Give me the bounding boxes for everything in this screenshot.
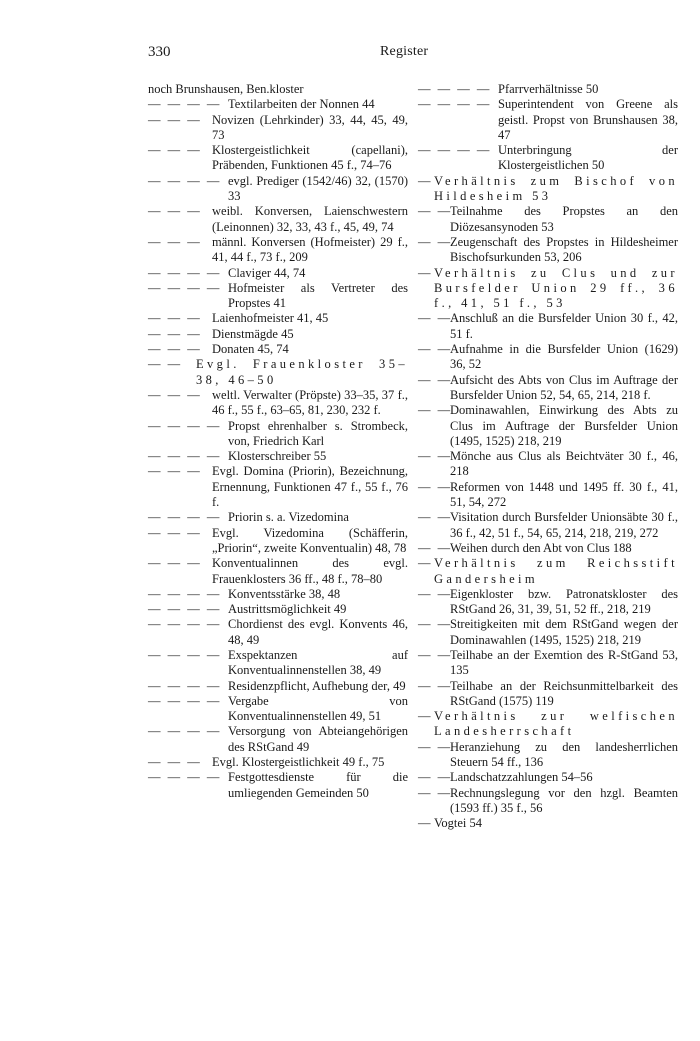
index-entry <box>418 174 678 205</box>
index-entry-text: Versorgung von Abteiangehörigen des RStGand 49 <box>228 724 408 754</box>
index-entry <box>418 373 678 404</box>
level-dashes: — — <box>418 785 453 800</box>
level-dashes: — — — — <box>148 647 222 662</box>
level-dashes: — — — <box>148 204 202 219</box>
index-column-left <box>148 82 408 801</box>
index-entry-text: Unterbringung der Klostergeistlichen 50 <box>498 143 678 173</box>
index-entry <box>418 541 678 556</box>
index-entry-text: Landschatzzahlungen 54–56 <box>450 770 593 785</box>
index-entry <box>148 602 408 617</box>
index-entry <box>418 648 678 679</box>
level-dashes: — — — — <box>418 143 492 158</box>
level-dashes: — — — — <box>418 97 492 112</box>
level-dashes: — — — <box>148 525 202 540</box>
index-entry-text: Aufsicht des Abts von Clus im Auftrage der Bursfelder Union 52, 54, 65, 214, 218 f. <box>450 372 678 402</box>
level-dashes: — — <box>418 234 453 249</box>
level-dashes: — — <box>418 479 453 494</box>
index-entry-text: Konventsstärke 38, 48 <box>228 586 341 601</box>
index-entry-text: Evgl. Klostergeistlichkeit 49 f., 75 <box>212 755 385 770</box>
index-entry <box>418 556 678 587</box>
level-dashes: — — <box>418 342 453 357</box>
index-entry <box>148 311 408 326</box>
index-entry-text: Hofmeister als Vertreter des Propstes 41 <box>228 280 408 311</box>
level-dashes: — — — — <box>148 265 222 280</box>
level-dashes: — — — <box>148 234 202 249</box>
index-entry <box>148 388 408 419</box>
index-entry <box>148 113 408 144</box>
level-dashes: — — — — <box>148 678 222 693</box>
level-dashes: — — — — <box>148 449 222 464</box>
level-dashes: — — <box>418 204 453 219</box>
level-dashes: — — — — <box>148 510 222 525</box>
index-entry-text: Konventualinnen des evgl. Frauenklosters 36 ff., 48 f., 78–80 <box>212 556 408 586</box>
index-entry-text: Heranziehung zu den landesherrlichen Steuern 54 ff., 136 <box>450 739 678 770</box>
index-entry <box>148 724 408 755</box>
index-entry <box>148 97 408 112</box>
index-entry-text: Vergabe von Konventualinnenstellen 49, 51 <box>228 693 408 724</box>
level-dashes: — — — — <box>148 586 222 601</box>
index-entry-text: Anschluß an die Bursfelder Union 30 f., 42, 51 f. <box>450 311 678 341</box>
level-dashes: — — <box>418 403 453 418</box>
index-entry <box>148 235 408 266</box>
index-column-right <box>418 82 678 832</box>
index-entry-text: Visitation durch Bursfelder Unionsäbte 30 f., 36 f., 42, 51 f., 54, 65, 214, 218, 219, 272 <box>450 510 678 540</box>
running-head: Register <box>380 44 429 59</box>
index-entry <box>418 709 678 740</box>
index-entry <box>148 464 408 510</box>
index-entry-text: Verhältnis zum Bischof von Hildesheim 53 <box>434 173 678 204</box>
index-entry <box>148 617 408 648</box>
index-entry-text: Pfarrverhältnisse 50 <box>498 82 599 96</box>
index-entry <box>148 648 408 679</box>
index-entry <box>418 266 678 312</box>
index-entry <box>418 235 678 266</box>
index-entry <box>148 770 408 801</box>
index-entry <box>418 816 678 831</box>
index-entry <box>148 342 408 357</box>
index-entry <box>418 82 678 97</box>
index-entry-text: Teilhabe an der Exemtion des R-StGand 53, 135 <box>450 647 678 678</box>
index-entry-text: Evgl. Frauenkloster 35–38, 46–50 <box>196 357 408 387</box>
index-entry <box>148 587 408 602</box>
index-entry <box>148 327 408 342</box>
level-dashes: — — <box>418 739 453 754</box>
index-entry-text: männl. Konversen (Hofmeister) 29 f., 41, 44 f., 73 f., 209 <box>212 234 408 265</box>
index-entry-text: Reformen von 1448 und 1495 ff. 30 f., 41, 51, 54, 272 <box>450 479 678 510</box>
level-dashes: — — — — <box>148 280 222 295</box>
level-dashes: — — <box>418 770 453 785</box>
level-dashes: — <box>418 709 433 724</box>
index-entry <box>418 679 678 710</box>
index-entry <box>418 403 678 449</box>
index-entry <box>148 174 408 205</box>
level-dashes: — — — — <box>418 82 492 96</box>
level-dashes: — — — — <box>148 97 222 112</box>
index-entry <box>418 449 678 480</box>
index-entry-text: Dominawahlen, Einwirkung des Abts zu Clus im Auftrage der Bursfelder Union (1495, 1525) 218, 219 <box>450 403 678 448</box>
level-dashes: — — — — <box>148 173 222 188</box>
index-entry <box>418 786 678 817</box>
index-entry <box>148 755 408 770</box>
level-dashes: — — — <box>148 326 202 341</box>
level-dashes: — — — <box>148 112 202 127</box>
level-dashes: — — <box>418 540 453 555</box>
index-entry-text: Verhältnis zu Clus und zur Bursfelder Union 29 ff., 36 f., 41, 51 f., 53 <box>434 265 678 311</box>
level-dashes: — — — — <box>148 617 222 632</box>
index-entry-text: Verhältnis zum Reichsstift Gandersheim <box>434 556 678 586</box>
index-entry <box>418 480 678 511</box>
level-dashes: — — — <box>148 755 202 770</box>
index-entry <box>148 679 408 694</box>
index-entry <box>148 281 408 312</box>
index-entry-text: Novizen (Lehrkinder) 33, 44, 45, 49, 73 <box>212 112 408 142</box>
index-entry-text: Vogtei 54 <box>434 816 483 831</box>
level-dashes: — — <box>418 311 453 326</box>
level-dashes: — — — — <box>148 770 222 785</box>
level-dashes: — — — — <box>148 693 222 708</box>
level-dashes: — — — — <box>148 602 222 617</box>
level-dashes: — — <box>418 510 453 525</box>
index-entry <box>148 510 408 525</box>
index-entry-text: Superintendent von Greene als geistl. Propst von Brunshausen 38, 47 <box>498 97 678 142</box>
index-entry-text: Aufnahme in die Bursfelder Union (1629) 36, 52 <box>450 342 678 372</box>
level-dashes: — — — — <box>148 418 222 433</box>
index-entry-text: Festgottesdienste für die umliegenden Gemeinden 50 <box>228 770 408 800</box>
index-entry-text: Klostergeistlichkeit (capellani), Präbenden, Funktionen 45 f., 74–76 <box>212 143 408 173</box>
level-dashes: — <box>418 816 433 831</box>
index-entry <box>148 82 408 97</box>
index-entry <box>418 143 678 174</box>
index-entry <box>418 587 678 618</box>
index-entry <box>418 617 678 648</box>
level-dashes: — <box>418 556 433 571</box>
index-entry <box>418 770 678 785</box>
index-entry-text: noch Brunshausen, Ben.kloster <box>148 82 304 96</box>
level-dashes: — — <box>418 586 453 601</box>
index-entry-text: Klosterschreiber 55 <box>228 449 327 464</box>
index-entry <box>418 204 678 235</box>
index-entry <box>148 449 408 464</box>
index-entry-text: Evgl. Vizedomina (Schäfferin, „Priorin“, zweite Konventualin) 48, 78 <box>212 525 408 555</box>
level-dashes: — — <box>418 647 453 662</box>
index-entry-text: Teilhabe an der Reichsunmittelbarkeit des RStGand (1575) 119 <box>450 678 678 708</box>
index-entry <box>148 419 408 450</box>
index-entry-text: Chordienst des evgl. Konvents 46, 48, 49 <box>228 617 408 647</box>
level-dashes: — <box>418 173 433 188</box>
index-entry <box>148 143 408 174</box>
index-entry-text: Verhältnis zur welfischen Landesherrschaft <box>434 709 678 739</box>
index-entry-text: Laienhofmeister 41, 45 <box>212 311 329 326</box>
index-entry <box>418 510 678 541</box>
index-entry-text: Textilarbeiten der Nonnen 44 <box>228 97 375 112</box>
index-entry-text: Eigenkloster bzw. Patronatskloster des RStGand 26, 31, 39, 51, 52 ff., 218, 219 <box>450 586 678 617</box>
index-entry <box>148 526 408 557</box>
level-dashes: — — <box>148 357 183 372</box>
index-entry-text: Weihen durch den Abt von Clus 188 <box>450 540 632 555</box>
page-number: 330 <box>148 44 171 60</box>
index-entry-text: Austrittsmöglichkeit 49 <box>228 602 347 617</box>
level-dashes: — — — <box>148 311 202 326</box>
index-entry-text: Teilnahme des Propstes an den Diözesansynoden 53 <box>450 204 678 234</box>
index-entry <box>418 342 678 373</box>
index-entry-text: Dienstmägde 45 <box>212 326 294 341</box>
level-dashes: — <box>418 265 433 280</box>
level-dashes: — — — <box>148 556 202 571</box>
level-dashes: — — <box>418 449 453 464</box>
level-dashes: — — — <box>148 143 202 158</box>
index-entry-text: Zeugenschaft des Propstes in Hildesheimer Bischofsurkunden 53, 206 <box>450 234 678 265</box>
index-entry-text: Streitigkeiten mit dem RStGand wegen der Dominawahlen (1495, 1525) 218, 219 <box>450 617 678 647</box>
index-entry-text: Exspektanzen auf Konventualinnenstellen 38, 49 <box>228 647 408 678</box>
index-entry-text: Donaten 45, 74 <box>212 342 289 357</box>
level-dashes: — — — — <box>148 724 222 739</box>
index-entry-text: evgl. Prediger (1542/46) 32, (1570) 33 <box>228 173 408 204</box>
index-entry <box>148 357 408 388</box>
index-entry-text: Residenzpflicht, Aufhebung der, 49 <box>228 678 406 693</box>
level-dashes: — — — <box>148 387 202 402</box>
index-entry <box>148 266 408 281</box>
level-dashes: — — — <box>148 342 202 357</box>
index-entry-text: Claviger 44, 74 <box>228 265 306 280</box>
level-dashes: — — <box>418 372 453 387</box>
index-entry-text: Evgl. Domina (Priorin), Bezeichnung, Ernennung, Funktionen 47 f., 55 f., 76 f. <box>212 464 408 510</box>
index-entry <box>418 740 678 771</box>
index-entry-text: Mönche aus Clus als Beichtväter 30 f., 46, 218 <box>450 449 678 479</box>
index-entry-text: Priorin s. a. Vizedomina <box>228 510 349 525</box>
index-entry <box>148 204 408 235</box>
index-entry <box>418 311 678 342</box>
index-entry <box>418 97 678 143</box>
index-entry-text: Rechnungslegung vor den hzgl. Beamten (1593 ff.) 35 f., 56 <box>450 785 678 815</box>
level-dashes: — — — <box>148 464 202 479</box>
index-entry-text: weltl. Verwalter (Pröpste) 33–35, 37 f., 46 f., 55 f., 63–65, 81, 230, 232 f. <box>212 387 408 418</box>
index-entry <box>148 556 408 587</box>
index-entry-text: Propst ehrenhalber s. Strombeck, von, Friedrich Karl <box>228 418 408 448</box>
level-dashes: — — <box>418 678 453 693</box>
level-dashes: — — <box>418 617 453 632</box>
index-entry <box>148 694 408 725</box>
index-entry-text: weibl. Konversen, Laienschwestern (Leinonnen) 32, 33, 43 f., 45, 49, 74 <box>212 204 408 234</box>
